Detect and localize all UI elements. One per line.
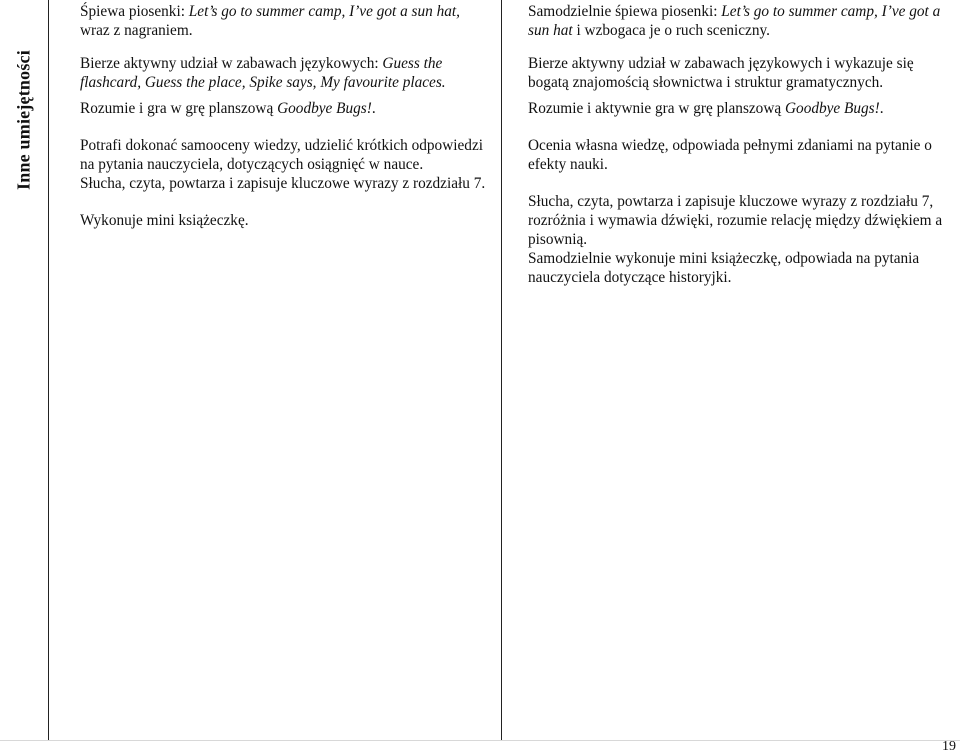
page-number: 19 [942,739,956,754]
right-keywords-requirement: Słucha, czyta, powtarza i zapisuje kluczowe wyrazy z rozdziału 7, rozróżnia i wymawia dźwięki, rozumie relację między dźwiękiem a pisownią. [528,193,943,248]
right-games-requirement: Bierze aktywny udział w zabawach językowych i wykazuje się bogatą znajomością słownictwa i struktur gramatycznych. [528,55,914,91]
right-board-game-requirement: Rozumie i aktywnie gra w grę planszową Goodbye Bugs!. [528,100,884,117]
board-game-title: Goodbye Bugs! [785,100,880,117]
right-self-assessment-requirement: Ocenia własna wiedzę, odpowiada pełnymi zdaniami na pytanie o efekty nauki. [528,137,932,173]
left-games-requirement: Bierze aktywny udział w zabawach językowych: Guess the flashcard, Guess the place, Spike says, My favourite places. [80,55,446,91]
left-booklet-requirement: Wykonuje mini książeczkę. [80,212,249,229]
game-titles: Guess the flashcard, Guess the place, Spike says, My favourite places. [80,55,446,91]
song-title: Let’s go to summer camp, I’ve got a sun hat, [188,3,460,20]
column-divider [501,0,502,740]
song-title: Let’s go to summer camp, I’ve got a sun hat [528,3,941,39]
left-keywords-requirement: Słucha, czyta, powtarza i zapisuje kluczowe wyrazy z rozdziału 7. [80,175,486,192]
page-bottom-rule [0,740,960,741]
left-song-requirement: Śpiewa piosenki: Let’s go to summer camp, I’ve got a sun hat, wraz z nagraniem. [80,3,460,39]
basic-requirements-column [80,2,490,230]
category-column [0,0,49,740]
left-board-game-requirement: Rozumie i gra w grę planszową Goodbye Bugs!. [80,100,376,117]
right-song-requirement: Samodzielnie śpiewa piosenki: Let’s go to summer camp, I’ve got a sun hat i wzbogaca je o ruch sceniczny. [528,3,941,39]
category-label: Inne umiejętności [13,50,34,190]
board-game-title: Goodbye Bugs! [277,100,372,117]
right-booklet-requirement: Samodzielnie wykonuje mini książeczkę, odpowiada na pytania nauczyciela dotyczące historyjki. [528,250,920,286]
left-self-assessment-requirement: Potrafi dokonać samooceny wiedzy, udzielić krótkich odpowiedzi na pytania nauczyciela, dotyczących osiągnięć w nauce. [80,137,483,173]
extended-requirements-column [528,2,953,287]
